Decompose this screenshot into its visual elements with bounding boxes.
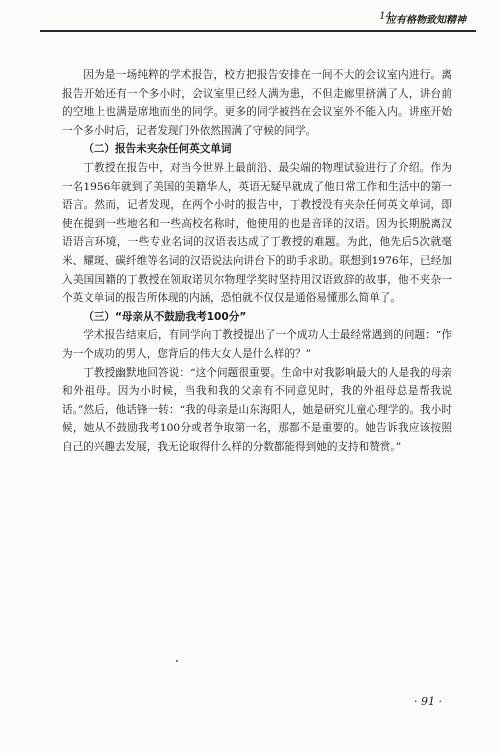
section-heading-3: （三）“母亲从不鼓励我考100分” (83, 310, 247, 323)
running-header (0, 8, 500, 34)
header-book-title: 应有格物致知精神 (386, 15, 466, 26)
paragraph-3: 学术报告结束后，有同学向丁教授提出了一个成功人士最经常遇到的问题：“作为一个成功的男人，您背后的伟大女人是什么样的？” (62, 329, 452, 360)
footer-page-number: · 91 · (414, 695, 442, 708)
body-text (62, 66, 452, 456)
header-page-number: 14 (379, 11, 392, 22)
section-heading-2: （二）报告未夹杂任何英文单词 (83, 143, 232, 156)
paragraph-2: 丁教授在报告中，对当今世界上最前沿、最尖端的物理试验进行了介绍。作为一名1956年就到了美国的美籍华人，英语无疑早就成了他日常工作和生活中的第一语言。然而，记者发现，在两个小时的报告中，丁教授没有夹杂任何英文单词，即使在提到一些地名和一些高校名称时，他使用的也是音译的汉语。因为长期脱离汉语语言环境，一些专业名词的汉语表达成了丁教授的难题。为此，他先后5次就毫米、耀斑、碳纤维等名词的汉语说法向讲台下的助手求助。联想到1976年，已经加入美国国籍的丁教授在领取诺贝尔物理学奖时坚持用汉语致辞的故事，他不夹杂一个英文单词的报告所体现的内涵，恐怕就不仅仅是通俗易懂那么简单了。 (62, 161, 452, 305)
paragraph-1: 因为是一场纯粹的学术报告，校方把报告安排在一间不大的会议室内进行。离报告开始还有一个多小时，会议室里已经人满为患，不但走廊里挤满了人，讲台前的空地上也满是席地而坐的同学。更多的同学被挡在会议室外不能入内。讲座开始一个多小时后，记者发现门外依然围满了守候的同学。 (62, 69, 452, 137)
paragraph-4: 丁教授幽默地回答说：“这个问题很重要。生命中对我影响最大的人是我的母亲和外祖母。因为小时候，当我和我的父亲有不同意见时，我的外祖母总是帮我说话。”然后，他话锋一转：“我的母亲是山东海阳人，她是研究儿童心理学的。我小时候，她从不鼓励我考100分或者争取第一名，那都不是重要的。她告诉我应该按照自己的兴趣去发展，我无论取得什么样的分数都能得到她的支持和赞赏。” (62, 366, 452, 453)
print-speck (176, 660, 178, 662)
